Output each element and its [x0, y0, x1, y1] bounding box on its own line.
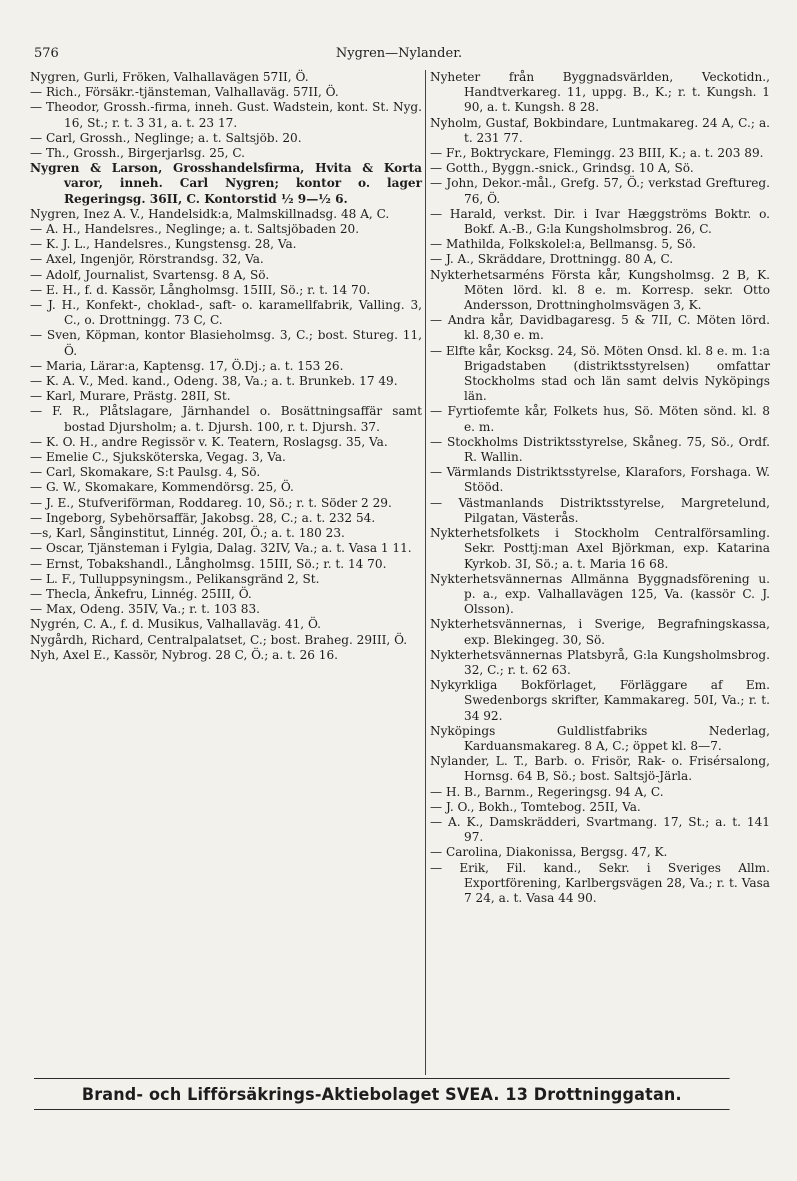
directory-entry: — Adolf, Journalist, Svartensg. 8 A, Sö.	[30, 267, 270, 282]
directory-entry: — J. O., Bokh., Tomtebog. 25II, Va.	[430, 799, 641, 814]
directory-entry: — E. H., f. d. Kassör, Långholmsg. 15III, Sö.; r. t. 14 70.	[30, 282, 371, 297]
directory-entry: Nyköpings Guldlistfabriks Nederlag, Karduansmakareg. 8 A, C.; öppet kl. 8—7.	[430, 723, 770, 753]
directory-entry-firm: Nygren & Larson, Grosshandelsfirma, Hvita & Korta varor, inneh. Carl Nygren; kontor o. lager Regeringsg. 36II, C. Kontorstid ½ 9—½ 6.	[30, 161, 422, 206]
footer-advertisement: Brand- och Lifförsäkrings-Aktiebolaget SVEA. 13 Drottninggatan.	[34, 1078, 730, 1110]
directory-entry: — Carl, Grossh., Neglinge; a. t. Saltsjöb. 20.	[30, 130, 302, 145]
directory-entry: — Carl, Skomakare, S:t Paulsg. 4, Sö.	[30, 465, 261, 480]
directory-entry: — Fr., Boktryckare, Flemingg. 23 BIII, K.; a. t. 203 89.	[430, 146, 764, 161]
directory-entry: — Max, Odeng. 35IV, Va.; r. t. 103 83.	[30, 602, 260, 617]
directory-entry: — Th., Grossh., Birgerjarlsg. 25, C.	[30, 146, 245, 161]
directory-entry: Nygren, Inez A. V., Handelsidk:a, Malmskillnadsg. 48 A, C.	[30, 206, 390, 221]
directory-entry: — Erik, Fil. kand., Sekr. i Sveriges Allm. Exportförening, Karlbergsvägen 28, Va.; r. t. Vasa 7 24, a. t. Vasa 44 90.	[430, 860, 770, 905]
directory-entry: —s, Karl, Sånginstitut, Linnég. 20I, Ö.; a. t. 180 23.	[30, 526, 345, 541]
directory-entry: — J. H., Konfekt-, choklad-, saft- o. karamellfabrik, Valling. 3, C., o. Drottningg. 73 C, C.	[30, 298, 422, 328]
directory-entry: Nykterhetsvännernas, i Sverige, Begrafningskassa, exp. Blekingeg. 30, Sö.	[430, 617, 770, 647]
directory-entry: Nygrén, C. A., f. d. Musikus, Valhallaväg. 41, Ö.	[30, 617, 322, 632]
page-number: 576	[34, 46, 59, 61]
directory-entry: Nygårdh, Richard, Centralpalatset, C.; bost. Braheg. 29III, Ö.	[30, 632, 408, 647]
directory-entry: — Maria, Lärar:a, Kaptensg. 17, Ö.Dj.; a. t. 153 26.	[30, 358, 344, 373]
directory-entry: Nykterhetsfolkets i Stockholm Centralförsamling. Sekr. Posttj:man Axel Björkman, exp. Katarina Kyrkob. 3I, Sö.; a. t. Maria 16 68.	[430, 526, 770, 571]
directory-entry: Nylander, L. T., Barb. o. Frisör, Rak- o. Frisérsalong, Hornsg. 64 B, Sö.; bost. Saltsjö-Järla.	[430, 754, 770, 784]
directory-entry: — J. A., Skräddare, Drottningg. 80 A, C.	[430, 252, 674, 267]
directory-entry: — Ingeborg, Sybehörsaffär, Jakobsg. 28, C.; a. t. 232 54.	[30, 510, 376, 525]
directory-entry: — Thecla, Änkefru, Linnég. 25III, Ö.	[30, 586, 252, 601]
directory-entry: Nyheter från Byggnadsvärlden, Veckotidn., Handtverkareg. 11, uppg. B., K.; r. t. Kungsh. 1 90, a. t. Kungsh. 8 28.	[430, 70, 770, 115]
directory-entry: Nygren, Gurli, Fröken, Valhallavägen 57II, Ö.	[30, 70, 309, 84]
directory-entry: — Västmanlands Distriktsstyrelse, Margretelund, Pilgatan, Västerås.	[430, 495, 770, 525]
directory-entry: — L. F., Tulluppsyningsm., Pelikansgränd 2, St.	[30, 571, 320, 586]
right-column	[430, 70, 770, 906]
directory-entry: — Karl, Murare, Prästg. 28II, St.	[30, 389, 231, 404]
directory-entry: — K. A. V., Med. kand., Odeng. 38, Va.; a. t. Brunkeb. 17 49.	[30, 374, 398, 389]
directory-entry: — Oscar, Tjänsteman i Fylgia, Dalag. 32IV, Va.; a. t. Vasa 1 11.	[30, 541, 412, 556]
directory-entry: — A. K., Damskrädderi, Svartmang. 17, St.; a. t. 141 97.	[430, 814, 770, 845]
directory-entry: — Mathilda, Folkskolel:a, Bellmansg. 5, Sö.	[430, 237, 696, 252]
directory-entry: — Sven, Köpman, kontor Blasieholmsg. 3, C.; bost. Stureg. 11, Ö.	[30, 328, 422, 358]
directory-entry: Nykterhetsvännernas Allmänna Byggnadsförening u. p. a., exp. Valhallavägen 125, Va. (kassör C. J. Olsson).	[430, 571, 770, 617]
directory-entry: — Axel, Ingenjör, Rörstrandsg. 32, Va.	[30, 252, 264, 267]
directory-entry: Nyholm, Gustaf, Bokbindare, Luntmakareg. 24 A, C.; a. t. 231 77.	[430, 115, 770, 145]
directory-entry: — Fyrtiofemte kår, Folkets hus, Sö. Möten sönd. kl. 8 e. m.	[430, 404, 770, 434]
running-head: Nygren—Nylander.	[335, 46, 463, 61]
directory-entry: — Gotth., Byggn.-snick., Grindsg. 10 A, Sö.	[430, 161, 694, 176]
directory-entry: — Harald, verkst. Dir. i Ivar Hæggströms Boktr. o. Bokf. A.-B., G:la Kungsholmsbrog. 26, C.	[430, 206, 770, 237]
directory-entry: — G. W., Skomakare, Kommendörsg. 25, Ö.	[30, 480, 294, 495]
directory-entry: — F. R., Plåtslagare, Järnhandel o. Bosättningsaffär samt bostad Djursholm; a. t. Djursh. 100, r. t. Djursh. 37.	[30, 404, 422, 434]
page-header	[34, 46, 764, 66]
directory-entry: — H. B., Barnm., Regeringsg. 94 A, C.	[430, 784, 664, 799]
directory-entry: — Värmlands Distriktsstyrelse, Klarafors, Forshaga. W. Stööd.	[430, 465, 770, 495]
directory-entry: — Rich., Försäkr.-tjänsteman, Valhallaväg. 57II, Ö.	[30, 85, 339, 100]
left-column	[30, 70, 422, 663]
directory-entry: — J. E., Stufveriförman, Roddareg. 10, Sö.; r. t. Söder 2 29.	[30, 495, 392, 510]
directory-entry: — Stockholms Distriktsstyrelse, Skåneg. 75, Sö., Ordf. R. Wallin.	[430, 434, 770, 465]
directory-entry: — A. H., Handelsres., Neglinge; a. t. Saltsjöbaden 20.	[30, 222, 360, 237]
directory-entry: — K. O. H., andre Regissör v. K. Teatern, Roslagsg. 35, Va.	[30, 434, 388, 449]
directory-entry: Nykterhetsarméns Första kår, Kungsholmsg. 2 B, K. Möten lörd. kl. 8 e. m. Korresp. sekr. Otto Andersson, Drottningholmsvägen 3, K.	[430, 267, 770, 313]
directory-entry: — Carolina, Diakonissa, Bergsg. 47, K.	[430, 845, 668, 860]
directory-entry: — Theodor, Grossh.-firma, inneh. Gust. Wadstein, kont. St. Nyg. 16, St.; r. t. 3 31, a. t. 23 17.	[30, 100, 422, 130]
directory-entry: — Andra kår, Davidbagaresg. 5 & 7II, C. Möten lörd. kl. 8,30 e. m.	[430, 313, 770, 343]
directory-entry: — Emelie C., Sjuksköterska, Vegag. 3, Va.	[30, 450, 286, 465]
directory-entry: — John, Dekor.-mål., Grefg. 57, Ö.; verkstad Greftureg. 76, Ö.	[430, 176, 770, 206]
directory-entry: — Ernst, Tobakshandl., Långholmsg. 15III, Sö.; r. t. 14 70.	[30, 556, 387, 571]
column-divider	[425, 70, 426, 1075]
directory-entry: — K. J. L., Handelsres., Kungstensg. 28, Va.	[30, 237, 297, 252]
directory-entry: Nykyrkliga Bokförlaget, Förläggare af Em. Swedenborgs skrifter, Kammakareg. 50I, Va.; r. t. 34 92.	[430, 678, 770, 723]
directory-entry: Nyh, Axel E., Kassör, Nybrog. 28 C, Ö.; a. t. 26 16.	[30, 647, 339, 662]
directory-entry: Nykterhetsvännernas Platsbyrå, G:la Kungsholmsbrog. 32, C.; r. t. 62 63.	[430, 647, 770, 677]
directory-entry: — Elfte kår, Kocksg. 24, Sö. Möten Onsd. kl. 8 e. m. 1:a Brigadstaben (distriktsstyrelsen) omfattar Stockholms stad och län samt delvis Nyköpings län.	[430, 343, 770, 404]
